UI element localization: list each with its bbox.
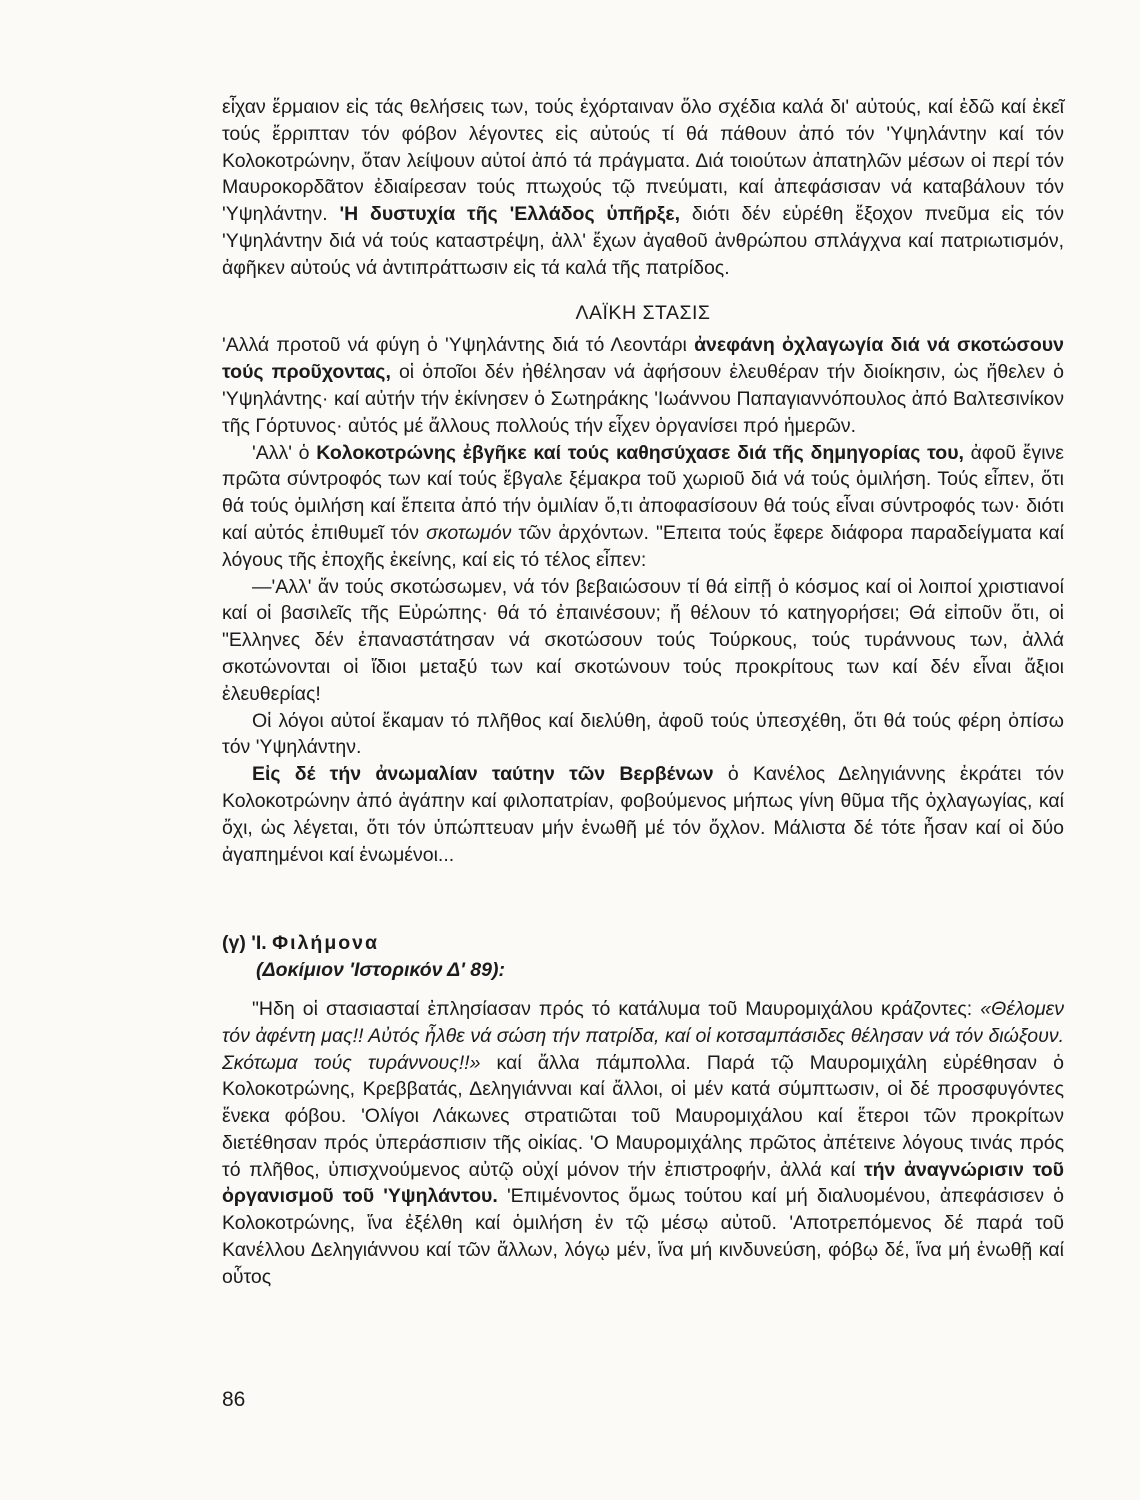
paragraph-4-quote: —'Αλλ' ἄν τούς σκοτώσωμεν, νά τόν βεβαιώσουν τί θά εἰπῇ ὁ κόσμος καί οἱ λοιποί χριστιανοί καί οἱ βασιλεῖς τῆς Εὐρώπης· θά τό ἐπαινέσουν; ἤ θέλουν τό κατηγορήσει; Θά εἰποῦν ὅτι, οἱ "Ελληνες δέν ἐπαναστάτησαν νά σκοτώσουν τούς Τούρκους, τούς τυράννους των, ἀλλά σκοτώνονται οἱ ἴδιοι μεταξύ των καί σκοτώνουν τούς προκρίτους των καί δέν εἶναι ἄξιοι ἐλευθερίας! <box>222 575 1064 705</box>
paragraph-7-text-b: καί ἄλλα πάμπολλα. Παρά τῷ Μαυρομιχάλη εὑρέθησαν ὁ Κολοκοτρώνης, Κρεββατάς, Δεληγιάνναι καί ἄλλοι, οἱ μέν κατά σύμπτωσιν, οἱ δέ προσφυγόντες ἕνεκα φόβου. 'Ολίγοι Λάκωνες στρατιῶται τοῦ Μαυρομιχάλου καί ἕτεροι τῶν προκρίτων διετέθησαν πρός ὑπεράσπισιν τῆς οἰκίας. 'Ο Μαυρομιχάλης πρῶτος ἀπέτεινε λόγους τινάς πρός τό πλῆθος, ὑπισχνούμενος αὐτῷ οὐχί μόνον τήν ἐπιστροφήν, ἀλλά καί <box>222 1051 1064 1181</box>
page-number: 86 <box>222 1388 246 1411</box>
source-citation: (Δοκίμιον 'Ιστορικόν Δ' 89): <box>256 959 505 982</box>
paragraph-3-italic: σκοτωμόν <box>426 521 512 544</box>
paragraph-2-text-b: οἱ ὁποῖοι δέν ἠθέλησαν νά ἀφήσουν ἐλευθέραν τήν διοίκησιν, ὡς ἤθελεν ὁ 'Υψηλάντης· καί αὐτήν τήν ἐκίνησεν ὁ Σωτηράκης 'Ιωάννου Παπαγιαννόπουλος ἀπό Βαλτεσινίκον τῆς Γόρτυνος· αὐτός μέ ἄλλους πολλούς τήν εἶχεν ὀργανίσει πρό ἡμερῶν. <box>222 361 1064 437</box>
page-body <box>222 94 1064 1291</box>
paragraph-2 <box>222 332 1064 439</box>
paragraph-3-text-b: ἀφοῦ ἔγινε πρῶτα σύντροφός των καί τούς ἔβγαλε ξέμακρα τοῦ χωριοῦ διά νά τούς ὁμιλήση. Τούς εἶπεν, ὅτι θά τούς ὁμιλήση καί ἔπειτα ἀπό τήν ὁμιλίαν ὅ,τι ἀποφασίσουν θά τούς εἶναι σύντροφός των· διότι καί αὐτός ἐπιθυμεῖ τόν <box>222 441 1064 544</box>
paragraph-5: Οἱ λόγοι αὐτοί ἔκαμαν τό πλῆθος καί διελύθη, ἀφοῦ τούς ὑπεσχέθη, ὅτι θά τούς φέρη ὀπίσω τόν 'Υψηλάντην. <box>222 709 1064 759</box>
paragraph-3-text-a: 'Αλλ' ὁ <box>252 441 317 464</box>
paragraph-1-bold: 'Η δυστυχία τῆς 'Ελλάδος ὑπῆρξε, <box>339 203 681 226</box>
paragraph-7 <box>222 996 1064 1291</box>
paragraph-1-text-a: εἶχαν ἕρμαιον εἰς τάς θελήσεις των, τούς ἐχόρταιναν ὅλο σχέδια καλά δι' αὐτούς, καί ἐδῶ καί ἐκεῖ τούς ἔρριπταν τόν φόβον λέγοντες εἰς αὐτούς τί θά πάθουν ἀπό τόν 'Υψηλάντην καί τόν Κολοκοτρώνην, ὅταν λείψουν αὐτοί ἀπό τά πράγματα. Διά τοιούτων ἀπατηλῶν μέσων οἱ περί τόν Μαυροκορδᾶτον ἐδιαίρεσαν τούς πτωχούς τῷ πνεύματι, καί ἀπεφάσισαν νά καταβάλουν τόν 'Υψηλάντην. <box>222 96 1064 226</box>
paragraph-3 <box>222 440 1064 574</box>
paragraph-6-bold: Εἰς δέ τήν ἀνωμαλίαν ταύτην τῶν Βερβένων <box>252 763 714 786</box>
paragraph-3-bold: Κολοκοτρώνης ἐβγῆκε καί τούς καθησύχασε διά τῆς δημηγορίας του, <box>316 441 964 464</box>
paragraph-7-text-a: "Ηδη οἱ στασιασταί ἐπλησίασαν πρός τό κατάλυμα τοῦ Μαυρομιχάλου κράζοντες: <box>252 997 981 1020</box>
paragraph-7-text-c: 'Επιμένοντος ὅμως τούτου καί μή διαλυομένου, ἀπεφάσισεν ὁ Κολοκοτρώνης, ἵνα ἐξέλθη καί ὁμιλήση ἐν τῷ μέσῳ αὐτοῦ. 'Αποτρεπόμενος δέ παρά τοῦ Κανέλλου Δεληγιάννου καί τῶν ἄλλων, λόγῳ μέν, ἵνα μή κινδυνεύση, φόβῳ δέ, ἵνα μή ἑνωθῇ καί οὗτος <box>222 1185 1064 1288</box>
paragraph-1-text-b: διότι δέν εὑρέθη ἔξοχον πνεῦμα εἰς τόν 'Υψηλάντην διά νά τούς καταστρέψη, ἀλλ' ἔχων ἀγαθοῦ ἀνθρώπου σπλάγχνα καί πατριωτισμόν, ἀφῆκεν αὐτούς νά ἀντιπράττωσιν εἰς τά καλά τῆς πατρίδος. <box>222 203 1065 279</box>
paragraph-3-text-c: τῶν ἀρχόντων. "Επειτα τούς ἔφερε διάφορα παραδείγματα καί λόγους τῆς ἐποχῆς ἐκείνης, καί εἰς τό τέλος εἶπεν: <box>222 521 1065 571</box>
section-heading-laiki-stasis: ΛΑΪΚΗ ΣΤΑΣΙΣ <box>575 301 711 324</box>
paragraph-1 <box>222 94 1064 282</box>
source-author: Φιλήμονα <box>272 932 379 955</box>
paragraph-2-text-a: 'Αλλά προτοῦ νά φύγη ὁ 'Υψηλάντης διά τό Λεοντάρι <box>222 334 695 357</box>
source-heading <box>222 930 1064 957</box>
paragraph-7-bold: τήν ἀναγνώρισιν τοῦ ὀργανισμοῦ τοῦ 'Υψηλάντου. <box>222 1158 1064 1208</box>
paragraph-7-italic: «Θέλομεν τόν ἀφέντη μας!! Αὐτός ἦλθε νά σώση τήν πατρίδα, καί οἱ κοτσαμπάσιδες θέλησαν νά τόν διώξουν. Σκότωμα τούς τυράννους!!» <box>222 997 1064 1074</box>
paragraph-2-bold: ἀνεφάνη ὀχλαγωγία διά νά σκοτώσουν τούς προῦχοντας, <box>222 334 1064 384</box>
paragraph-6 <box>222 761 1064 868</box>
paragraph-6-text: ὁ Κανέλος Δεληγιάννης ἐκράτει τόν Κολοκοτρώνην ἀπό ἀγάπην καί φιλοπατρίαν, φοβούμενος μήπως γίνη θῦμα τῆς ὀχλαγωγίας, καί ὄχι, ὡς λέγεται, ὅτι τόν ὑπώπτευαν μήν ἑνωθῆ μέ τόν ὄχλον. Μάλιστα δέ τότε ἦσαν καί οἱ δύο ἀγαπημένοι καί ἑνωμένοι... <box>222 763 1064 866</box>
source-label: (γ) 'Ι. <box>222 932 273 955</box>
